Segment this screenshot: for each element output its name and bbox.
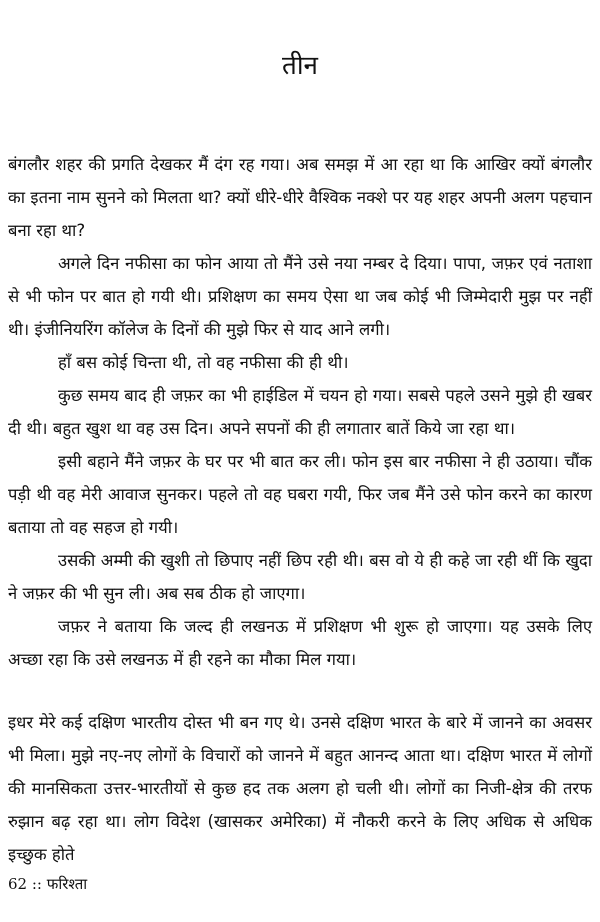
- paragraph: जफ़र ने बताया कि जल्द ही लखनऊ में प्रशिक्षण भी शुरू हो जाएगा। यह उसके लिए अच्छा रहा कि उसे लखनऊ में ही रहने का मौका मिल गया।: [8, 617, 592, 669]
- paragraph: बंगलौर शहर की प्रगति देखकर मैं दंग रह गया। अब समझ में आ रहा था कि आखिर क्यों बंगलौर का इतना नाम सुनने को मिलता था? क्यों धीरे-धीरे वैश्विक नक्शे पर यह शहर अपनी अलग पहचान बना रहा था?: [8, 155, 592, 240]
- paragraph: कुछ समय बाद ही जफ़र का भी हाईडिल में चयन हो गया। सबसे पहले उसने मुझे ही खबर दी थी। बहुत खुश था वह उस दिन। अपने सपनों की ही लगातार बातें किये जा रहा था।: [8, 386, 592, 438]
- paragraph: हाँ बस कोई चिन्ता थी, तो वह नफीसा की ही थी।: [58, 353, 349, 372]
- page-number: 62: [8, 875, 28, 893]
- chapter-body: [8, 148, 592, 871]
- paragraph: उसकी अम्मी की खुशी तो छिपाए नहीं छिप रही थी। बस वो ये ही कहे जा रही थीं कि खुदा ने जफ़र की भी सुन ली। अब सब ठीक हो जाएगा।: [8, 551, 592, 603]
- chapter-title: तीन: [282, 51, 318, 81]
- paragraph: इधर मेरे कई दक्षिण भारतीय दोस्त भी बन गए थे। उनसे दक्षिण भारत के बारे में जानने का अवसर भी मिला। मुझे नए-नए लोगों के विचारों को जानने में बहुत आनन्द आता था। दक्षिण भारत में लोगों की मानसिकता उत्तर-भारतीयों से कुछ हद तक अलग हो चली थी। लोगों का निजी-क्षेत्र की तरफ रुझान बढ़ रहा था। लोग विदेश (खासकर अमेरिका) में नौकरी करने के लिए अधिक से अधिक इच्छुक होते: [8, 713, 592, 864]
- paragraph: अगले दिन नफीसा का फोन आया तो मैंने उसे नया नम्बर दे दिया। पापा, जफ़र एवं नताशा से भी फोन पर बात हो गयी थी। प्रशिक्षण का समय ऐसा था जब कोई भी जिम्मेदारी मुझ पर नहीं थी। इंजीनियरिंग कॉलेज के दिनों की मुझे फिर से याद आने लगी।: [8, 254, 592, 339]
- book-title: फरिश्ता: [46, 875, 88, 893]
- page-footer: [8, 872, 87, 896]
- footer-separator: ::: [31, 875, 42, 893]
- paragraph: इसी बहाने मैंने जफ़र के घर पर भी बात कर ली। फोन इस बार नफीसा ने ही उठाया। चौंक पड़ी थी वह मेरी आवाज सुनकर। पहले तो वह घबरा गयी, फिर जब मैंने उसे फोन करने का कारण बताया तो वह सहज हो गयी।: [8, 452, 592, 537]
